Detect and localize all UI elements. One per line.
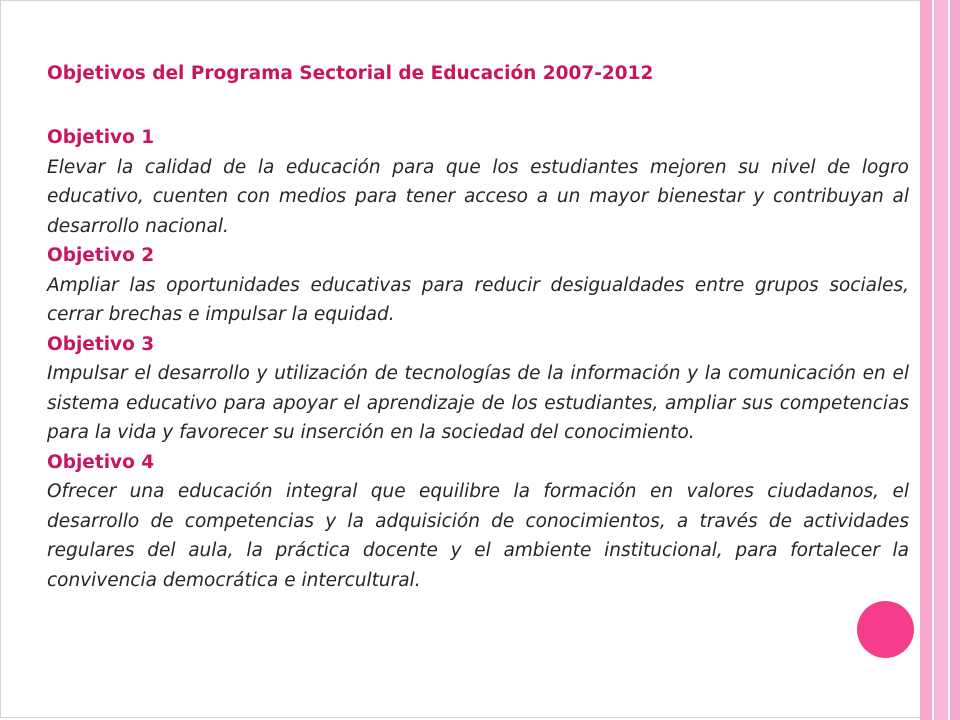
objective-text: Ofrecer una educación integral que equilibre la formación en valores ciudadanos, el desarrollo de competencias y la adquisición de conocimientos, a través de actividades regulares del aula, la práctica docente y el ambiente institucional, para fortalecer la convivencia democrática e intercultural. — [47, 481, 909, 591]
objective-text: Elevar la calidad de la educación para que los estudiantes mejoren su nivel de logro educativo, cuenten con medios para tener acceso a un mayor bienestar y contribuyan al desarrollo nacional. — [47, 156, 909, 237]
stripe — [920, 0, 932, 720]
objective-heading: Objetivo 1 — [47, 127, 155, 148]
objective-block — [47, 123, 909, 241]
objective-heading: Objetivo 2 — [47, 245, 155, 266]
slide-content — [47, 59, 909, 595]
objective-block — [47, 448, 909, 596]
objective-block — [47, 241, 909, 330]
page-title: Objetivos del Programa Sectorial de Educación 2007-2012 — [47, 63, 654, 84]
objective-block — [47, 330, 909, 448]
side-decoration-stripes — [920, 0, 960, 720]
objective-text: Impulsar el desarrollo y utilización de tecnologías de la información y la comunicación en el sistema educativo para apoyar el aprendizaje de los estudiantes, ampliar sus competencias para la vida y favorecer su inserción en la sociedad del conocimiento. — [47, 363, 909, 443]
objective-heading: Objetivo 4 — [47, 451, 155, 473]
objective-text: Ampliar las oportunidades educativas para reducir desigualdades entre grupos sociales, cerrar brechas e impulsar la equidad. — [47, 274, 909, 325]
objective-heading: Objetivo 3 — [47, 333, 155, 355]
stripe — [934, 0, 948, 720]
decorative-circle — [857, 601, 914, 658]
stripe — [950, 0, 960, 720]
